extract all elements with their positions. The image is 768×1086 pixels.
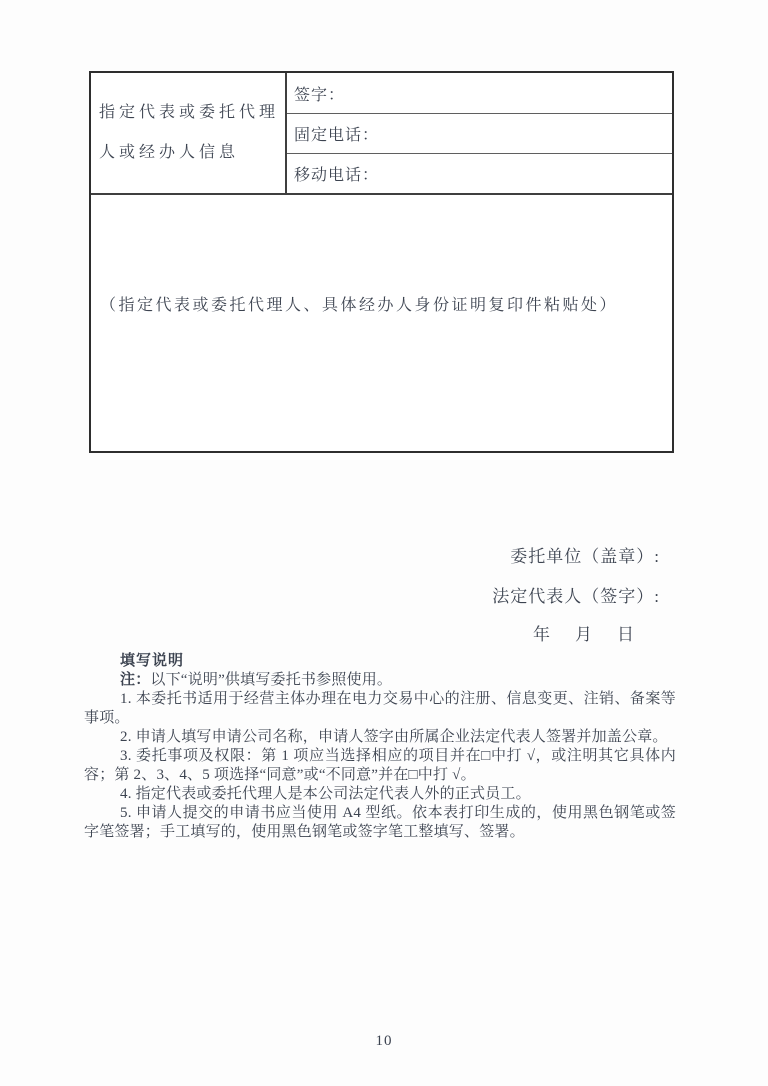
instructions-note-text: 以下“说明”供填写委托书参照使用。 (150, 672, 393, 688)
page-number: 10 (375, 1033, 393, 1049)
instructions-note-label: 注： (120, 672, 151, 688)
landline-phone-field-row (287, 114, 672, 154)
mobile-phone-field-row (287, 154, 672, 195)
landline-phone-field-label: 固定电话： (294, 127, 380, 144)
id-copy-paste-area (91, 195, 672, 451)
agent-info-table (89, 71, 674, 453)
entrusting-unit-seal-label: 委托单位（盖章）: (510, 547, 660, 566)
signature-field-row (287, 73, 672, 114)
filling-instructions-section (84, 652, 676, 842)
signature-field-label: 签字： (294, 86, 346, 104)
date-line: 年 月 日 (533, 625, 638, 644)
mobile-phone-field-label: 移动电话： (294, 167, 380, 184)
agent-info-header-line2: 人或经办人信息 (99, 144, 240, 161)
agent-info-header-line1: 指定代表或委托代理 (99, 104, 280, 121)
legal-representative-signature-label: 法定代表人（签字）: (492, 587, 660, 606)
instruction-item-2: 2. 申请人填写申请公司名称，申请人签字由所属企业法定代表人签署并加盖公章。 (120, 729, 668, 745)
instructions-title: 填写说明 (120, 653, 185, 669)
instruction-item-1: 1. 本委托书适用于经营主体办理在电力交易中心的注册、信息变更、注销、备案等事项。 (84, 691, 676, 726)
id-copy-paste-caption: （指定代表或委托代理人、具体经办人身份证明复印件粘贴处） (100, 297, 619, 314)
instruction-item-3: 3. 委托事项及权限：第 1 项应当选择相应的项目并在□中打 √，或注明其它具体内容；第 2、3、4、5 项选择“同意”或“不同意”并在□中打 √。 (84, 748, 676, 783)
agent-info-header-cell (91, 73, 287, 195)
instructions-note (84, 671, 676, 690)
instruction-item-4: 4. 指定代表或委托代理人是本公司法定代表人外的正式员工。 (120, 786, 531, 802)
instruction-item-5: 5. 申请人提交的申请书应当使用 A4 型纸。依本表打印生成的，使用黑色钢笔或签字笔签署；手工填写的，使用黑色钢笔或签字笔工整填写、签署。 (84, 805, 676, 840)
